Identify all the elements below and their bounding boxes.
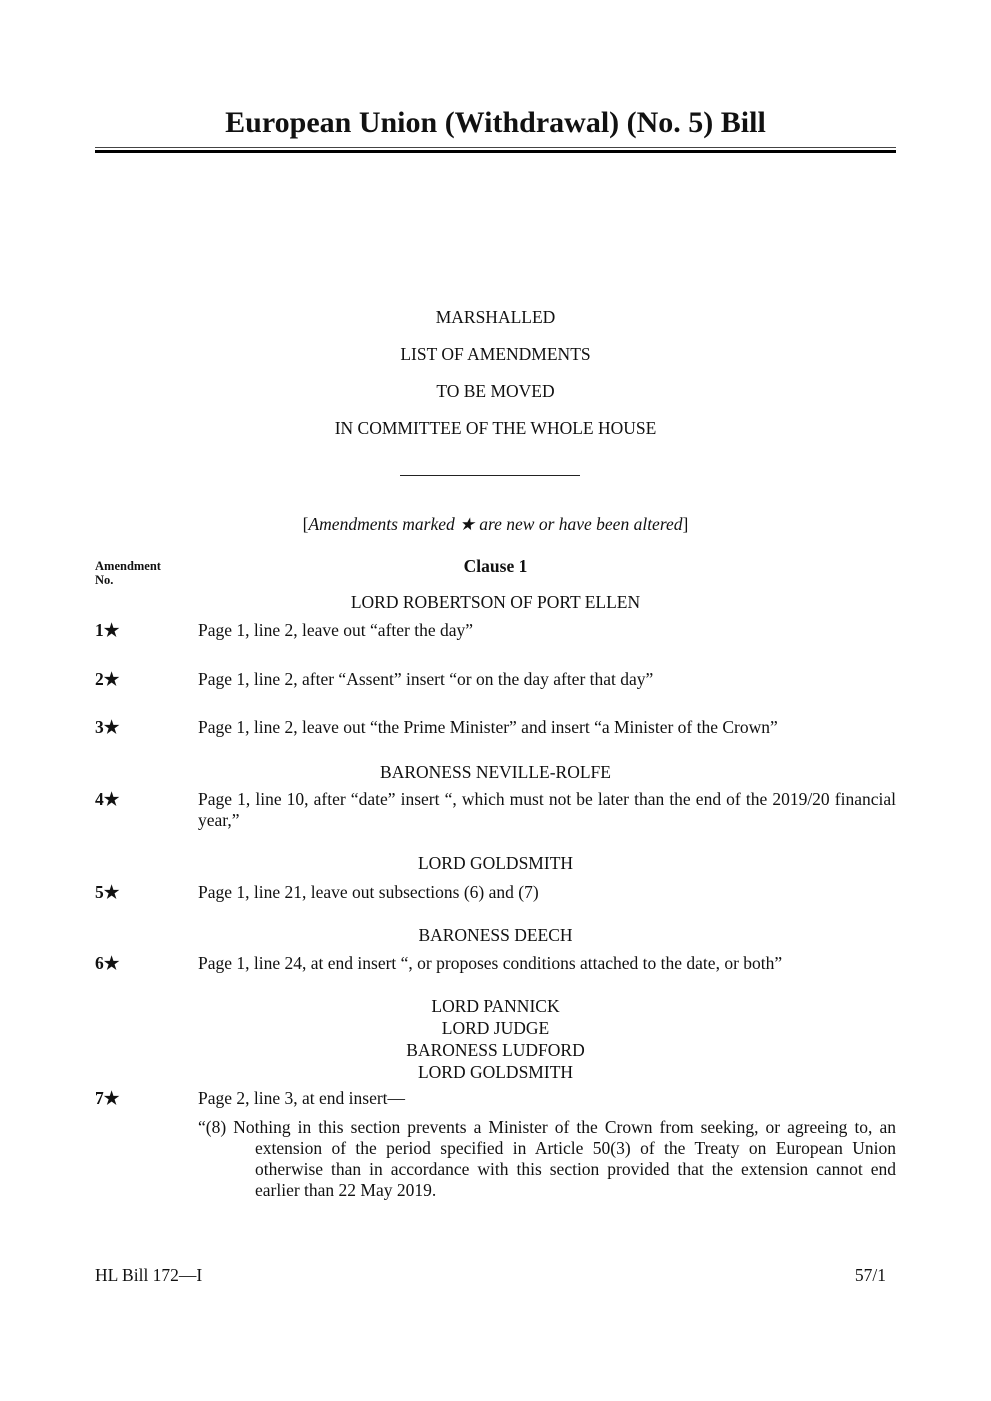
inserted-text: “(8) Nothing in this section prevents a Minister of the Crown from seeking, or agreeing to, an extension of the period specified in Article 50(3) of the Treaty on European Union otherwise than in accordance with this section provided that the extension cannot end earlier than 22 May 2019. xyxy=(198,1117,896,1200)
amendment-number: 5★ xyxy=(95,882,120,902)
sponsor: LORD ROBERTSON OF PORT ELLEN xyxy=(350,592,641,612)
amendment-number: 4★ xyxy=(95,789,120,809)
bill-title: European Union (Withdrawal) (No. 5) Bill xyxy=(225,106,766,139)
sponsor: LORD JUDGE xyxy=(441,1018,550,1038)
note-text: Amendments marked ★ are new or have been altered xyxy=(308,514,683,534)
heading-line: TO BE MOVED xyxy=(436,381,555,401)
amendment-text: Page 1, line 10, after “date” insert “, which must not be later than the end of the 2019/20 financial year,” xyxy=(198,789,896,830)
sponsor: LORD PANNICK xyxy=(431,996,560,1016)
amendment-number: 7★ xyxy=(95,1088,120,1108)
amendment-number: 1★ xyxy=(95,620,120,640)
sponsor: LORD GOLDSMITH xyxy=(417,853,574,873)
inserted-subsection xyxy=(198,1117,896,1201)
clause-heading: Clause 1 xyxy=(463,556,528,576)
amendment-number: 2★ xyxy=(95,669,120,689)
bracket: ] xyxy=(682,514,689,534)
amendment-text: Page 1, line 21, leave out subsections (6) and (7) xyxy=(198,882,539,902)
header-line: No. xyxy=(95,573,114,587)
footer-page-ref: 57/1 xyxy=(854,1265,886,1285)
amendment-text: Page 2, line 3, at end insert— xyxy=(198,1088,406,1108)
sponsor-group xyxy=(95,995,896,1083)
amendment-number: 6★ xyxy=(95,953,120,973)
note xyxy=(95,514,896,535)
sponsor: LORD GOLDSMITH xyxy=(417,1062,574,1082)
amendment-number: 3★ xyxy=(95,717,120,737)
amendment-text: Page 1, line 2, leave out “the Prime Minister” and insert “a Minister of the Crown” xyxy=(198,717,778,737)
heading-line: IN COMMITTEE OF THE WHOLE HOUSE xyxy=(334,418,657,438)
bracket: [ xyxy=(302,514,309,534)
sponsor: BARONESS NEVILLE-ROLFE xyxy=(380,762,611,782)
footer-bill-number: HL Bill 172—I xyxy=(95,1265,203,1285)
amendment-text: Page 1, line 2, after “Assent” insert “or on the day after that day” xyxy=(198,669,654,689)
heading-line: LIST OF AMENDMENTS xyxy=(400,344,591,364)
heading-line: MARSHALLED xyxy=(435,307,556,327)
title-rule-thin xyxy=(95,147,896,148)
sponsor: BARONESS DEECH xyxy=(418,925,573,945)
header-line: Amendment xyxy=(95,559,161,573)
amendment-text: Page 1, line 24, at end insert “, or proposes conditions attached to the date, or both” xyxy=(198,953,783,973)
sponsor: BARONESS LUDFORD xyxy=(406,1040,585,1060)
divider xyxy=(400,475,580,476)
title-rule-thick xyxy=(95,150,896,153)
amendment-text: Page 1, line 2, leave out “after the day” xyxy=(198,620,474,640)
